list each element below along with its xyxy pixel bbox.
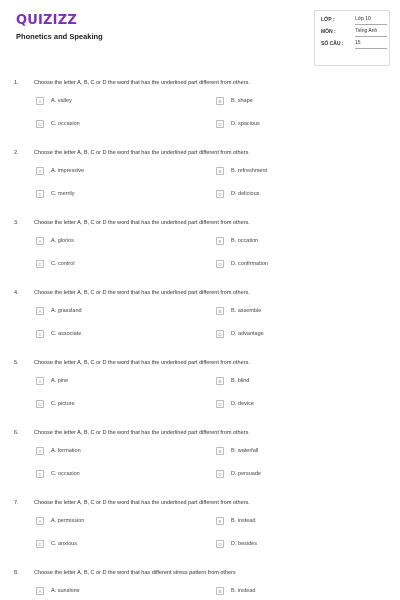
option-letter-box: C	[36, 260, 44, 268]
option-text: B. shape	[231, 98, 253, 104]
option-text: D. confirmation	[231, 261, 268, 267]
option-text: D. spacious	[231, 121, 260, 127]
option-letter-box: C	[36, 330, 44, 338]
question-text: Choose the letter A, B, C or D the word that has the underlined part different from others.	[34, 500, 250, 506]
question-text: Choose the letter A, B, C or D the word that has the underlined part different from others.	[34, 290, 250, 296]
option-text: A. pine	[51, 378, 69, 384]
option-letter-box: C	[36, 540, 44, 548]
option-letter-box: A	[36, 377, 44, 385]
option-letter-box: A	[36, 237, 44, 245]
option-letter-box: A	[36, 97, 44, 105]
option-text: C. associate	[51, 331, 82, 337]
option-letter-box: B	[216, 97, 224, 105]
question-text: Choose the letter A, B, C or D the word that has the underlined part different from others.	[34, 430, 250, 436]
option-text: C. occasion	[51, 471, 80, 477]
option-text: A. glorios	[51, 238, 74, 244]
option-text: B. instead	[231, 518, 256, 524]
meta-row-subject	[317, 26, 391, 38]
option-letter-box: A	[36, 587, 44, 595]
meta-label: SỐ CÂU :	[321, 41, 344, 47]
option-letter-box: B	[216, 307, 224, 315]
meta-row-count	[317, 38, 391, 50]
option-letter-box: D	[216, 470, 224, 478]
option-letter-box: D	[216, 540, 224, 548]
option-letter-box: D	[216, 330, 224, 338]
option-text: A. sunshine	[51, 588, 80, 594]
option-letter-box: A	[36, 307, 44, 315]
meta-value: Tiếng Anh	[355, 27, 387, 37]
question-number: 1.	[14, 80, 19, 86]
meta-row-class	[317, 14, 391, 26]
meta-info	[317, 14, 391, 50]
option-text: B. waterfall	[231, 448, 259, 454]
question-number: 7.	[14, 500, 19, 506]
question-number: 2.	[14, 150, 19, 156]
option-text: A. valley	[51, 98, 72, 104]
question-number: 3.	[14, 220, 19, 226]
option-text: D. device	[231, 401, 254, 407]
worksheet-header	[0, 0, 400, 66]
question-text: Choose the letter A, B, C or D the word that has the underlined part different from others.	[34, 80, 250, 86]
question-number: 8.	[14, 570, 19, 576]
option-letter-box: C	[36, 120, 44, 128]
question-text: Choose the letter A, B, C or D the word that has the underlined part different from others.	[34, 220, 250, 226]
option-text: A. formation	[51, 448, 81, 454]
option-text: C. anxious	[51, 541, 77, 547]
option-letter-box: C	[36, 470, 44, 478]
meta-label: MÔN :	[321, 29, 336, 35]
option-text: B. occation	[231, 238, 259, 244]
quizizz-logo: QUIZIZZ	[16, 13, 77, 28]
option-letter-box: B	[216, 517, 224, 525]
question-text: Choose the letter A, B, C or D the word that has the underlined part different from others.	[34, 150, 250, 156]
option-letter-box: D	[216, 260, 224, 268]
option-text: D. persuade	[231, 471, 261, 477]
option-letter-box: C	[36, 190, 44, 198]
option-letter-box: B	[216, 377, 224, 385]
option-text: D. advantage	[231, 331, 264, 337]
question-number: 5.	[14, 360, 19, 366]
option-text: B. instead	[231, 588, 256, 594]
quiz-title: Phonetics and Speaking	[16, 32, 103, 41]
option-text: C. merrily	[51, 191, 75, 197]
option-letter-box: B	[216, 447, 224, 455]
option-text: B. assemble	[231, 308, 262, 314]
option-letter-box: D	[216, 400, 224, 408]
option-text: A. grassland	[51, 308, 82, 314]
option-text: D. besides	[231, 541, 257, 547]
option-text: B. blind	[231, 378, 250, 384]
question-number: 4.	[14, 290, 19, 296]
question-number: 6.	[14, 430, 19, 436]
option-letter-box: D	[216, 120, 224, 128]
option-text: C. picture	[51, 401, 75, 407]
question-text: Choose the letter A, B, C or D the word that has different stress pattern from others	[34, 570, 236, 576]
meta-value: Lớp 10	[355, 15, 387, 25]
option-text: A. permission	[51, 518, 85, 524]
option-letter-box: A	[36, 167, 44, 175]
option-letter-box: B	[216, 167, 224, 175]
meta-value: 15	[355, 39, 387, 49]
option-text: B. refreshment	[231, 168, 268, 174]
option-letter-box: A	[36, 447, 44, 455]
option-letter-box: B	[216, 587, 224, 595]
option-text: D. delicious	[231, 191, 260, 197]
question-text: Choose the letter A, B, C or D the word that has the underlined part different from others.	[34, 360, 250, 366]
option-letter-box: D	[216, 190, 224, 198]
option-text: A. impressive	[51, 168, 85, 174]
option-letter-box: C	[36, 400, 44, 408]
option-letter-box: A	[36, 517, 44, 525]
option-text: C. control	[51, 261, 75, 267]
meta-label: LỚP :	[321, 17, 335, 23]
option-text: C. occasion	[51, 121, 80, 127]
option-letter-box: B	[216, 237, 224, 245]
